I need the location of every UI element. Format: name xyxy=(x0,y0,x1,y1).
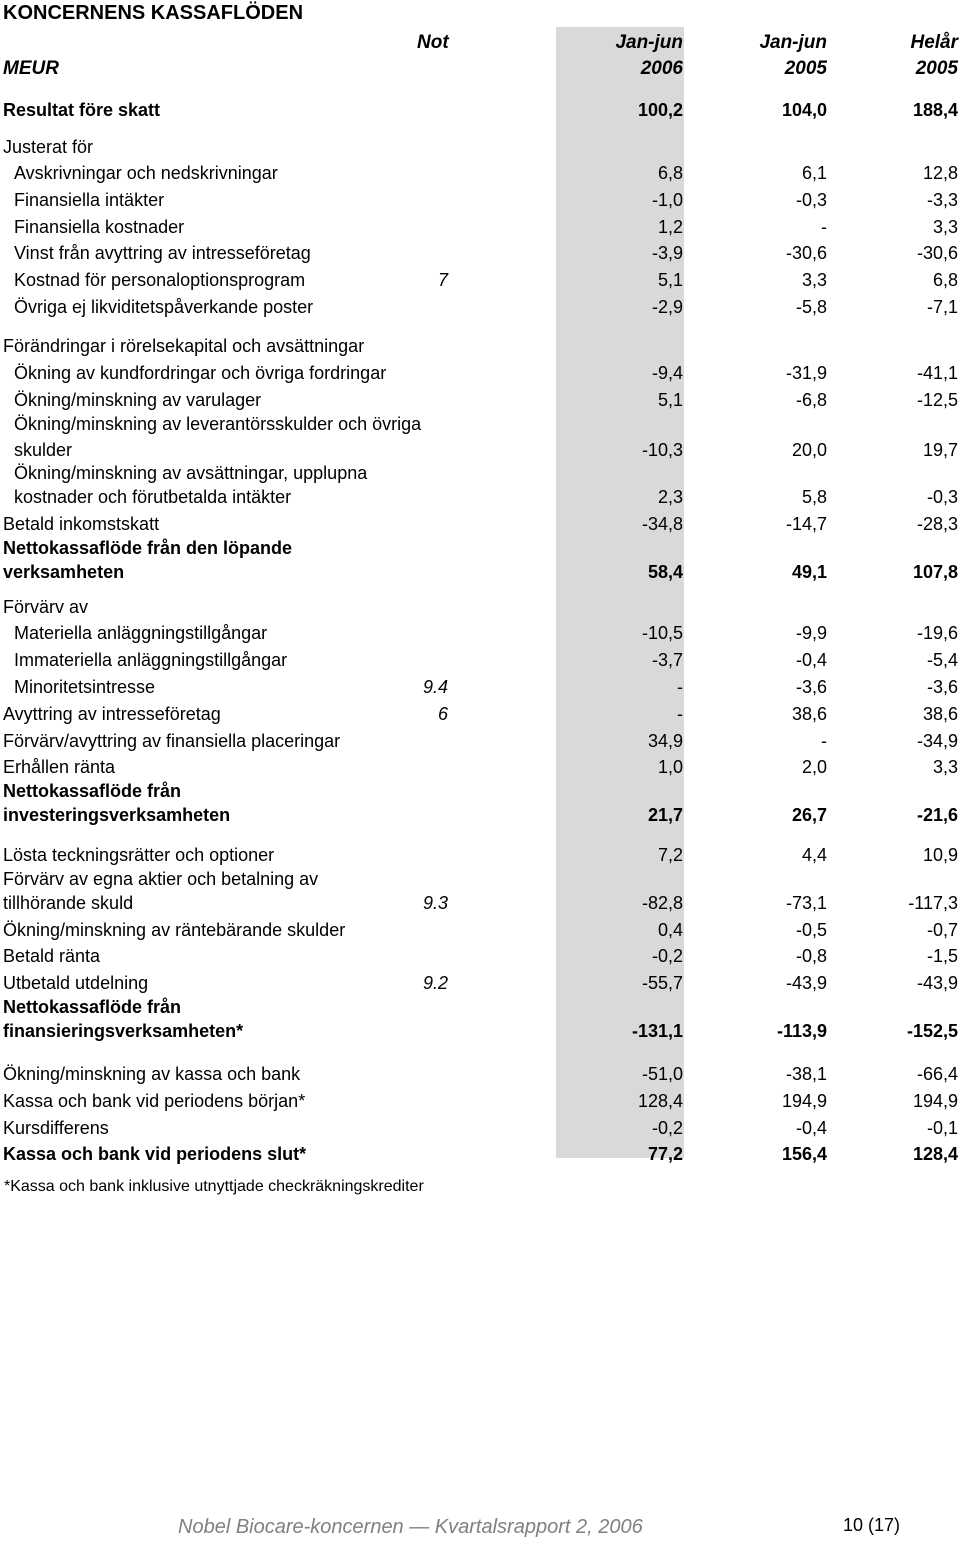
row-value-jan-jun-2006: -3,9 xyxy=(651,243,683,263)
row-value-jan-jun-2006: 5,1 xyxy=(657,390,683,410)
row-value-jan-jun-2005: 3,3 xyxy=(801,270,827,290)
row-value-jan-jun-2005: 38,6 xyxy=(791,704,827,724)
row-label: Betald ränta xyxy=(3,946,101,966)
row-label-continued: skulder xyxy=(14,440,73,460)
row-value-full-year-2005: -5,4 xyxy=(926,650,958,670)
row-value-jan-jun-2005: -3,6 xyxy=(795,677,827,697)
row-value-jan-jun-2006: -9,4 xyxy=(651,363,683,383)
row-value-jan-jun-2005: -6,8 xyxy=(795,390,827,410)
row-label: Materiella anläggningstillgångar xyxy=(14,623,268,643)
row-value-jan-jun-2005: -0,4 xyxy=(795,650,827,670)
row-value-full-year-2005: 10,9 xyxy=(922,845,958,865)
row-value-jan-jun-2006: -0,2 xyxy=(651,1118,683,1138)
row-label: Erhållen ränta xyxy=(3,757,116,777)
row-label: Förvärv av xyxy=(3,597,89,617)
row-value-jan-jun-2006: 100,2 xyxy=(637,100,683,120)
row-value-jan-jun-2005: - xyxy=(821,731,827,751)
row-value-full-year-2005: 188,4 xyxy=(912,100,958,120)
page-number: 10 (17) xyxy=(843,1515,901,1535)
row-note-ref: 9.2 xyxy=(422,973,448,993)
header-col1-year: 2006 xyxy=(640,58,683,79)
row-value-jan-jun-2005: -31,9 xyxy=(785,363,827,383)
row-value-jan-jun-2006: -51,0 xyxy=(641,1064,683,1084)
row-label: Kursdifferens xyxy=(3,1118,109,1138)
row-value-jan-jun-2005: -0,4 xyxy=(795,1118,827,1138)
row-value-full-year-2005: 128,4 xyxy=(912,1144,958,1164)
row-label-continued: verksamheten xyxy=(3,562,125,582)
row-value-full-year-2005: -0,1 xyxy=(926,1118,958,1138)
row-label: Minoritetsintresse xyxy=(14,677,156,697)
row-value-jan-jun-2006: -55,7 xyxy=(641,973,683,993)
row-value-full-year-2005: -12,5 xyxy=(916,390,958,410)
row-label: Kostnad för personaloptionsprogram xyxy=(14,270,306,290)
row-label: Ökning/minskning av varulager xyxy=(14,390,262,410)
row-value-jan-jun-2006: -131,1 xyxy=(631,1021,683,1041)
row-value-jan-jun-2006: -10,5 xyxy=(641,623,683,643)
row-note-ref: 9.4 xyxy=(422,677,448,697)
row-value-jan-jun-2005: -38,1 xyxy=(785,1064,827,1084)
row-value-full-year-2005: -19,6 xyxy=(916,623,958,643)
row-value-jan-jun-2006: 7,2 xyxy=(657,845,683,865)
row-value-full-year-2005: -117,3 xyxy=(908,893,958,913)
row-value-jan-jun-2006: - xyxy=(677,704,683,724)
row-value-full-year-2005: -1,5 xyxy=(926,946,958,966)
row-label: Immateriella anläggningstillgångar xyxy=(14,650,288,670)
row-value-full-year-2005: 12,8 xyxy=(922,163,958,183)
row-value-full-year-2005: -30,6 xyxy=(916,243,958,263)
row-value-jan-jun-2005: 49,1 xyxy=(791,562,827,582)
row-value-jan-jun-2006: -34,8 xyxy=(641,514,683,534)
header-note: Not xyxy=(417,32,449,53)
row-value-full-year-2005: -3,3 xyxy=(926,190,958,210)
header-col3-period: Helår xyxy=(910,32,958,53)
row-label: Utbetald utdelning xyxy=(3,973,149,993)
row-value-jan-jun-2006: 1,2 xyxy=(657,217,683,237)
row-value-jan-jun-2005: -43,9 xyxy=(785,973,827,993)
row-value-full-year-2005: 3,3 xyxy=(932,217,958,237)
row-value-jan-jun-2005: 2,0 xyxy=(801,757,827,777)
row-label-continued: tillhörande skuld xyxy=(3,893,134,913)
row-value-jan-jun-2005: 104,0 xyxy=(781,100,827,120)
row-value-jan-jun-2006: 0,4 xyxy=(657,920,683,940)
row-label-continued: finansieringsverksamheten* xyxy=(3,1021,244,1041)
row-note-ref: 6 xyxy=(437,704,448,724)
row-label: Nettokassaflöde från xyxy=(3,781,182,801)
row-label: Ökning av kundfordringar och övriga fordringar xyxy=(14,363,387,383)
row-value-full-year-2005: -0,7 xyxy=(926,920,958,940)
row-value-full-year-2005: -3,6 xyxy=(926,677,958,697)
row-label: Lösta teckningsrätter och optioner xyxy=(3,845,275,865)
row-label: Ökning/minskning av avsättningar, upplupna xyxy=(14,463,368,483)
row-note-ref: 7 xyxy=(437,270,448,290)
row-value-jan-jun-2005: 194,9 xyxy=(781,1091,827,1111)
row-value-jan-jun-2006: 21,7 xyxy=(647,805,683,825)
row-label: Övriga ej likviditetspåverkande poster xyxy=(14,297,314,317)
row-value-jan-jun-2005: -30,6 xyxy=(785,243,827,263)
row-label: Förändringar i rörelsekapital och avsättningar xyxy=(3,336,365,356)
row-value-jan-jun-2006: 1,0 xyxy=(657,757,683,777)
row-value-jan-jun-2005: -113,9 xyxy=(776,1021,827,1041)
footer-report-title: Nobel Biocare-koncernen — Kvartalsrapport 2, 2006 xyxy=(178,1516,643,1538)
row-value-full-year-2005: -152,5 xyxy=(906,1021,958,1041)
row-value-full-year-2005: -34,9 xyxy=(916,731,958,751)
row-value-full-year-2005: -7,1 xyxy=(926,297,958,317)
row-label: Förvärv/avyttring av finansiella placeringar xyxy=(3,731,341,751)
row-label: Kassa och bank vid periodens slut* xyxy=(3,1144,307,1164)
row-value-jan-jun-2005: 5,8 xyxy=(801,487,827,507)
row-label: Kassa och bank vid periodens början* xyxy=(3,1091,306,1111)
row-label: Resultat före skatt xyxy=(3,100,161,120)
row-value-jan-jun-2005: -0,8 xyxy=(795,946,827,966)
row-value-jan-jun-2005: -14,7 xyxy=(785,514,827,534)
row-label: Ökning/minskning av leverantörsskulder och övriga xyxy=(14,414,422,434)
row-value-full-year-2005: -66,4 xyxy=(916,1064,958,1084)
row-value-jan-jun-2005: 26,7 xyxy=(791,805,827,825)
row-value-jan-jun-2006: -0,2 xyxy=(651,946,683,966)
header-unit: MEUR xyxy=(3,58,59,79)
header-col3-year: 2005 xyxy=(915,58,958,79)
row-label: Vinst från avyttring av intresseföretag xyxy=(14,243,311,263)
row-value-jan-jun-2006: -82,8 xyxy=(641,893,683,913)
row-value-full-year-2005: 6,8 xyxy=(932,270,958,290)
row-value-full-year-2005: -43,9 xyxy=(916,973,958,993)
row-value-full-year-2005: -28,3 xyxy=(916,514,958,534)
row-value-jan-jun-2005: 20,0 xyxy=(791,440,827,460)
row-note-ref: 9.3 xyxy=(422,893,448,913)
header-col2-year: 2005 xyxy=(784,58,827,79)
row-label: Nettokassaflöde från den löpande xyxy=(3,538,293,558)
row-label: Nettokassaflöde från xyxy=(3,997,182,1017)
row-value-jan-jun-2005: -73,1 xyxy=(785,893,827,913)
row-label: Avskrivningar och nedskrivningar xyxy=(14,163,278,183)
row-value-full-year-2005: 3,3 xyxy=(932,757,958,777)
row-label-continued: investeringsverksamheten xyxy=(3,805,231,825)
row-label: Justerat för xyxy=(3,137,94,157)
row-value-jan-jun-2006: 6,8 xyxy=(657,163,683,183)
row-label: Finansiella intäkter xyxy=(14,190,165,210)
row-value-jan-jun-2006: -10,3 xyxy=(641,440,683,460)
row-label: Betald inkomstskatt xyxy=(3,514,160,534)
row-value-jan-jun-2005: -5,8 xyxy=(795,297,827,317)
row-value-jan-jun-2006: -2,9 xyxy=(651,297,683,317)
header-col1-period: Jan-jun xyxy=(615,32,683,53)
row-value-jan-jun-2006: 77,2 xyxy=(647,1144,683,1164)
row-value-full-year-2005: -41,1 xyxy=(916,363,958,383)
row-value-jan-jun-2005: 4,4 xyxy=(801,845,827,865)
row-label: Finansiella kostnader xyxy=(14,217,185,237)
row-label: Förvärv av egna aktier och betalning av xyxy=(3,869,319,889)
row-label: Ökning/minskning av kassa och bank xyxy=(3,1064,301,1084)
row-value-full-year-2005: 107,8 xyxy=(912,562,958,582)
row-value-jan-jun-2006: - xyxy=(677,677,683,697)
row-value-full-year-2005: 19,7 xyxy=(922,440,958,460)
row-label: Ökning/minskning av räntebärande skulder xyxy=(3,920,346,940)
row-value-full-year-2005: 194,9 xyxy=(912,1091,958,1111)
row-value-jan-jun-2006: 128,4 xyxy=(637,1091,683,1111)
row-value-jan-jun-2005: - xyxy=(821,217,827,237)
row-value-full-year-2005: 38,6 xyxy=(922,704,958,724)
row-value-jan-jun-2006: 34,9 xyxy=(647,731,683,751)
row-value-jan-jun-2006: -3,7 xyxy=(651,650,683,670)
page-title: KONCERNENS KASSAFLÖDEN xyxy=(3,2,304,24)
row-value-jan-jun-2005: -0,5 xyxy=(795,920,827,940)
row-value-jan-jun-2005: 6,1 xyxy=(801,163,827,183)
row-value-jan-jun-2006: 58,4 xyxy=(647,562,683,582)
row-value-jan-jun-2005: 156,4 xyxy=(781,1144,827,1164)
row-value-jan-jun-2005: -9,9 xyxy=(795,623,827,643)
row-value-jan-jun-2006: -1,0 xyxy=(651,190,683,210)
row-value-full-year-2005: -0,3 xyxy=(926,487,958,507)
footnote: *Kassa och bank inklusive utnyttjade checkräkningskrediter xyxy=(4,1178,424,1195)
row-value-jan-jun-2006: 2,3 xyxy=(657,487,683,507)
row-label: Avyttring av intresseföretag xyxy=(3,704,221,724)
row-value-jan-jun-2005: -0,3 xyxy=(795,190,827,210)
row-value-jan-jun-2006: 5,1 xyxy=(657,270,683,290)
row-value-full-year-2005: -21,6 xyxy=(916,805,958,825)
row-label-continued: kostnader och förutbetalda intäkter xyxy=(14,487,292,507)
header-col2-period: Jan-jun xyxy=(759,32,827,53)
